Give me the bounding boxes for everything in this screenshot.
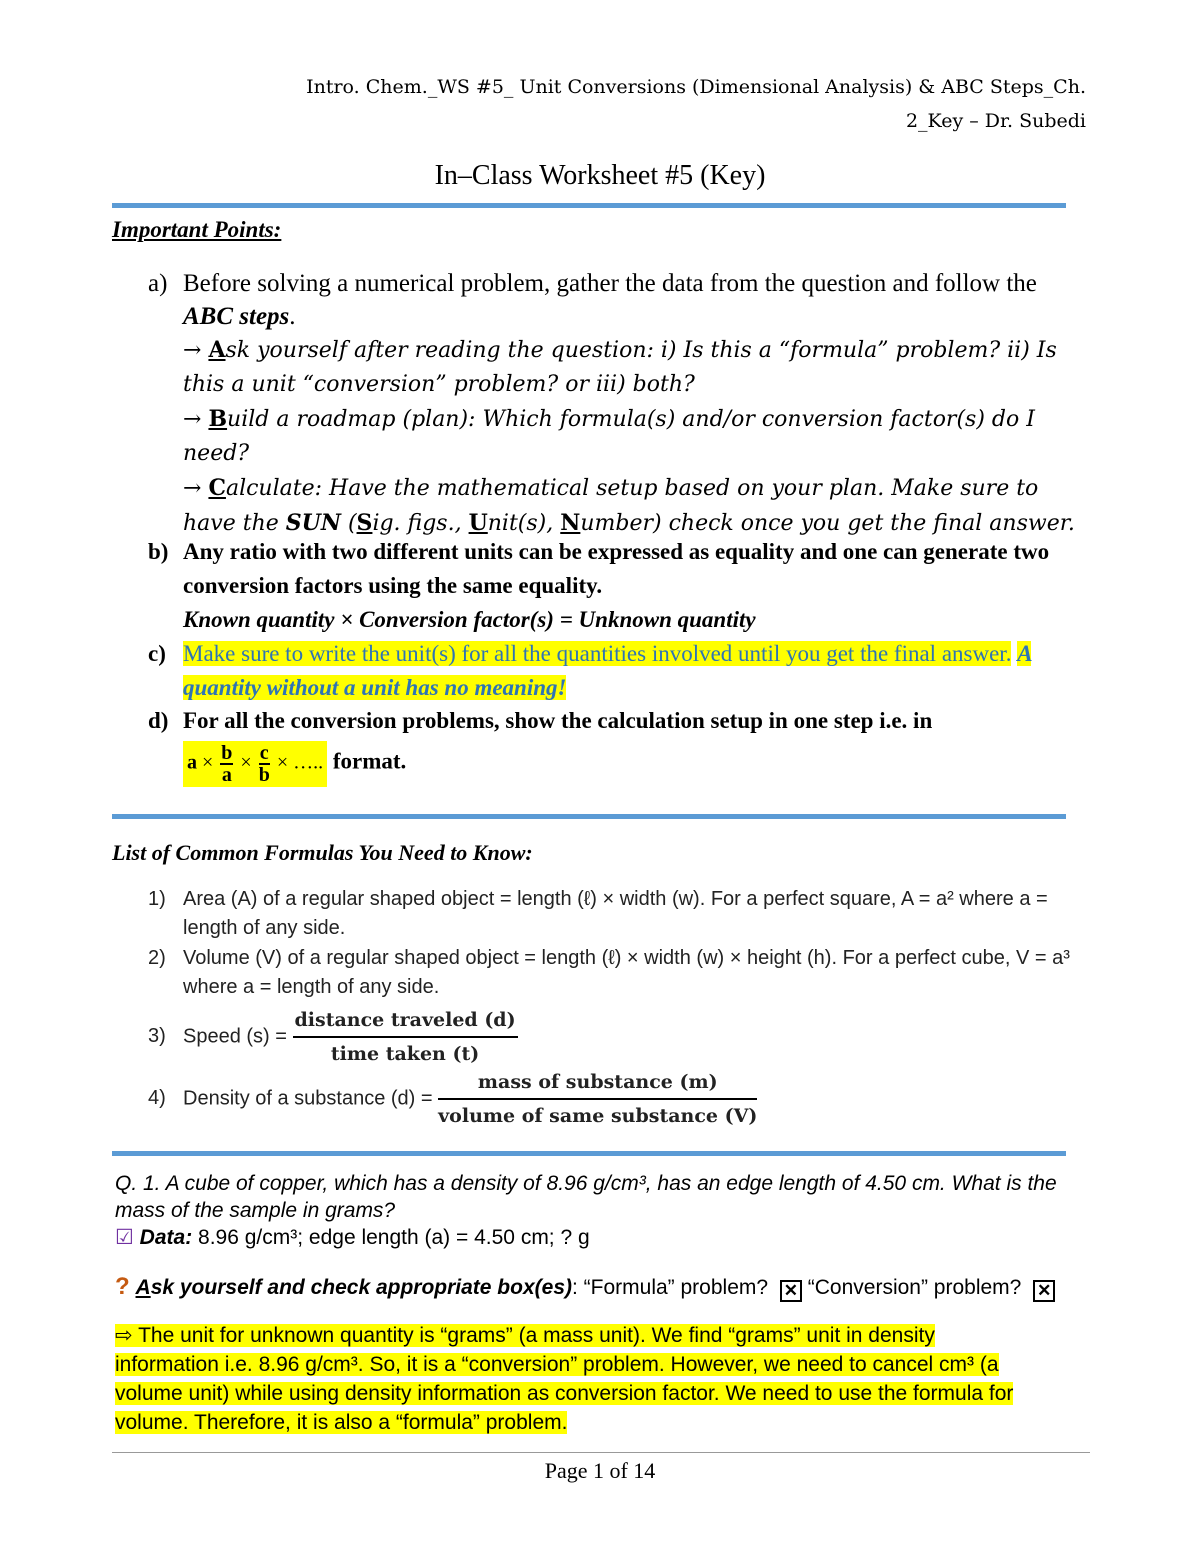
checkbox-icon: ☑ <box>115 1226 134 1249</box>
formula-1-text: Area (A) of a regular shaped object = length (ℓ) × width (w). For a perfect square, A = a² where a = length of any side. <box>183 888 1048 939</box>
formula-2-text: Volume (V) of a regular shaped object = length (ℓ) × width (w) × height (h). For a perfect cube, V = a³ where a = length of any side. <box>183 947 1070 998</box>
formula-1-label: 1) <box>148 888 166 910</box>
explain-line-4: volume. Therefore, it is also a “formula” problem. <box>115 1411 568 1434</box>
fraction-c-over-b <box>259 743 270 785</box>
frac1-num: b <box>221 742 233 764</box>
sun-u-rest: nit(s), <box>487 511 554 536</box>
fraction-b-over-a <box>220 743 233 785</box>
data-line <box>115 1225 590 1250</box>
point-b-label: b) <box>148 539 169 564</box>
step-ask-text: sk yourself after reading the question: i) Is this a “formula” problem? ii) Is this a unit “conversion” problem? or iii) both? <box>183 338 1057 397</box>
times-sign: × <box>202 751 214 774</box>
divider-1 <box>112 203 1066 208</box>
ask-formula-text: : “Formula” problem? <box>572 1276 769 1299</box>
right-arrow-icon: ⇨ <box>115 1324 133 1347</box>
point-c-text: Make sure to write the unit(s) for all the quantities involved until you get the final answer. <box>183 641 1012 666</box>
page-number: Page 1 of 14 <box>544 1458 656 1483</box>
density-numerator: mass of substance (m) <box>438 1066 757 1100</box>
speed-lhs: Speed (s) = <box>183 1025 287 1048</box>
density-lhs: Density of a substance (d) = <box>183 1087 433 1110</box>
density-denominator: volume of same substance (V) <box>438 1105 758 1127</box>
abc-steps-text: ABC steps <box>183 303 290 330</box>
ask-conversion-text: “Conversion” problem? <box>807 1276 1022 1299</box>
ask-letter: A <box>135 1276 151 1299</box>
sun-n-rest: umber) check once you get the final answer. <box>580 511 1075 536</box>
explain-line-2: information i.e. 8.96 g/cm³. So, it is a “conversion” problem. However, we need to cancel cm³ (a <box>115 1353 999 1376</box>
frac2-den: b <box>258 764 270 786</box>
question-mark-icon: ? <box>115 1273 130 1300</box>
header-line-2: 2_Key – Dr. Subedi <box>905 110 1086 132</box>
step-build <box>183 402 1088 471</box>
sun-text: SUN <box>285 510 341 536</box>
frac2-num: c <box>259 742 269 764</box>
formula-2-label: 2) <box>148 947 166 969</box>
ask-label: sk yourself and check appropriate box(es) <box>150 1276 572 1299</box>
speed-denominator: time taken (t) <box>330 1043 480 1065</box>
point-a-text: Before solving a numerical problem, gather the data from the question and follow the <box>183 270 1037 297</box>
speed-fraction <box>293 1004 518 1070</box>
density-fraction <box>438 1066 757 1132</box>
arrow-icon: → <box>183 476 202 501</box>
step-calc-letter: C <box>208 475 226 501</box>
point-c-label: c) <box>148 641 166 666</box>
point-a-label: a) <box>148 270 168 297</box>
step-calc-text-1: alculate: Have the mathematical setup based on your plan. Make sure to have the <box>183 476 1039 536</box>
important-points-heading: Important Points: <box>112 217 282 242</box>
format-word: format. <box>332 748 407 774</box>
data-text: 8.96 g/cm³; edge length (a) = 4.50 cm; ? g <box>198 1226 590 1249</box>
formula-4-label: 4) <box>148 1087 166 1109</box>
paren: ( <box>347 511 357 536</box>
sun-s: S <box>356 510 373 536</box>
speed-numerator: distance traveled (d) <box>293 1004 518 1038</box>
header-line-1: Intro. Chem._WS #5_ Unit Conversions (Dimensional Analysis) & ABC Steps_Ch. <box>306 76 1086 98</box>
times-sign: × <box>240 751 252 774</box>
footer-divider <box>112 1452 1090 1453</box>
explain-line-1: The unit for unknown quantity is “grams” (a mass unit). We find “grams” unit in density <box>138 1324 935 1347</box>
step-calculate <box>183 471 1088 541</box>
explanation <box>115 1321 1045 1437</box>
step-ask-letter: A <box>208 337 226 363</box>
setup-a: a <box>187 751 197 774</box>
step-build-text: uild a roadmap (plan): Which formula(s) and/or conversion factor(s) do I need? <box>183 407 1035 466</box>
divider-3 <box>112 1151 1066 1156</box>
explain-line-3: volume unit) while using density information as conversion factor. We need to use the formula for <box>115 1382 1014 1405</box>
divider-2 <box>112 814 1066 819</box>
formulas-heading: List of Common Formulas You Need to Know: <box>112 840 533 865</box>
frac1-den: a <box>221 764 232 786</box>
question-1-text: Q. 1. A cube of copper, which has a density of 8.96 g/cm³, has an edge length of 4.50 cm. What is the mass of the sample in grams? <box>115 1172 1057 1222</box>
point-c-emphasis: A quantity without a unit has no meaning! <box>183 641 1032 700</box>
sun-n: N <box>560 510 581 536</box>
sun-u: U <box>468 510 488 536</box>
step-build-letter: B <box>208 406 228 432</box>
arrow-icon: → <box>183 407 202 432</box>
formula-3-label: 3) <box>148 1025 166 1047</box>
formula-checkbox[interactable]: ✕ <box>780 1280 802 1302</box>
conversion-setup-format <box>183 741 327 787</box>
sun-s-rest: ig. figs., <box>372 511 462 536</box>
conversion-checkbox[interactable]: ✕ <box>1033 1280 1055 1302</box>
step-ask <box>183 333 1088 402</box>
known-quantity-formula: Known quantity × Conversion factor(s) = Unknown quantity <box>183 607 756 632</box>
point-d-text: For all the conversion problems, show the calculation setup in one step i.e. in <box>183 708 933 733</box>
arrow-icon: → <box>183 338 202 363</box>
ask-line <box>115 1273 1055 1302</box>
point-d-label: d) <box>148 708 169 733</box>
data-label: Data: <box>139 1226 193 1249</box>
page-title: In–Class Worksheet #5 (Key) <box>434 160 766 191</box>
setup-dots: × ….. <box>276 751 324 774</box>
point-b-text: Any ratio with two different units can be expressed as equality and one can generate two conversion factors using the same equality. <box>183 539 1050 598</box>
point-a-period: . <box>289 303 296 330</box>
